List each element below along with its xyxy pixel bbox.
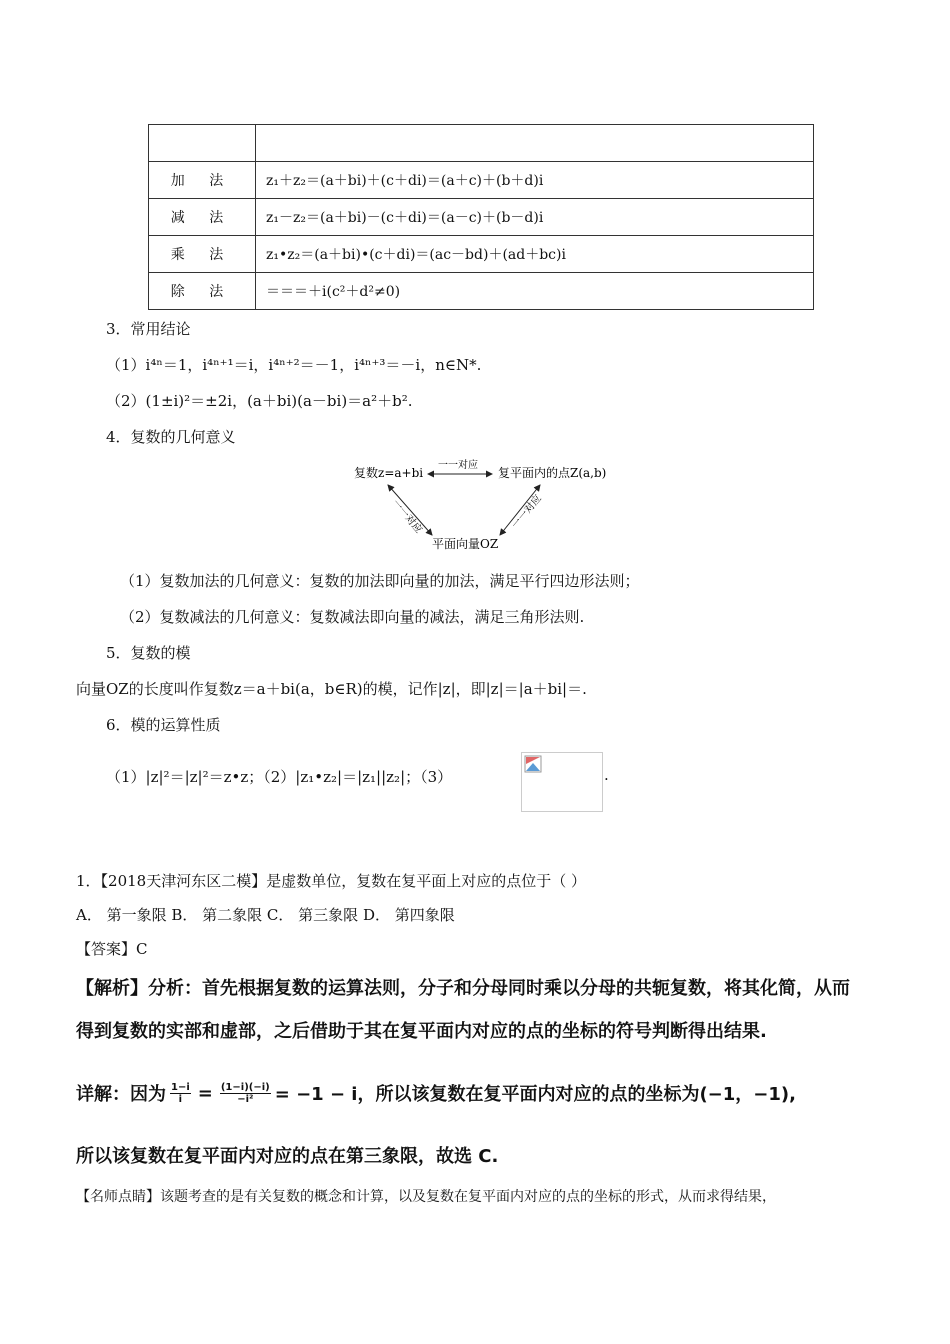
- detail-line-1: 详解：因为 $\frac{1-i}{i}$ = $\frac{(1-i)(-i)}{\text{−i²}}$ = −1 − i，所以该复数在复平面内对应的点的坐标为(−1，−1),: [76, 1081, 796, 1105]
- section-3-title: 3．常用结论: [106, 320, 191, 338]
- fraction-2-denominator: −i²: [237, 1093, 254, 1105]
- section-6-title: 6．模的运算性质: [106, 716, 221, 734]
- diagram-bottom-node: 平面向量OZ: [432, 537, 499, 551]
- diagram-left-node: 复数z=a+bi: [354, 466, 424, 480]
- formula-image-placeholder: [521, 752, 603, 812]
- section-6-tail: .: [604, 766, 609, 784]
- fraction-1-numerator: 1−i: [171, 1081, 190, 1093]
- question-answer: 【答案】C: [76, 940, 148, 958]
- fraction-2-numerator: (1−i)(−i): [220, 1081, 270, 1093]
- diagram-right-node: 复平面内的点Z(a,b): [498, 466, 607, 480]
- detail-prefix: 详解：因为: [76, 1084, 166, 1105]
- fraction-1-denominator: i: [178, 1093, 183, 1105]
- diagram-left-label: 一一对应: [389, 497, 424, 536]
- table-row: [149, 199, 814, 236]
- fraction-1: [170, 1082, 191, 1105]
- broken-image-icon: [524, 755, 542, 773]
- operation-name: 减 法: [149, 199, 256, 236]
- section-3-item-2: （2）(1±i)²＝±2i，(a＋bi)(a－bi)＝a²＋b².: [106, 392, 413, 410]
- operation-name: 除 法: [149, 273, 256, 310]
- section-4-title: 4．复数的几何意义: [106, 428, 236, 446]
- table-row: [149, 273, 814, 310]
- section-4-item-2: （2）复数减法的几何意义：复数减法即向量的减法，满足三角形法则.: [120, 608, 585, 626]
- fraction-2: [220, 1082, 271, 1105]
- operation-name: 乘 法: [149, 236, 256, 273]
- section-4-item-1: （1）复数加法的几何意义：复数的加法即向量的加法，满足平行四边形法则；: [120, 572, 640, 590]
- detail-equation: = −1 − i，所以该复数在复平面内对应的点的坐标为(−1，−1),: [274, 1084, 796, 1105]
- section-5-title: 5．复数的模: [106, 644, 191, 662]
- table-header-row: [149, 125, 814, 162]
- analysis-line-2: 得到复数的实部和虚部，之后借助于其在复平面内对应的点的坐标的符号判断得出结果.: [76, 1021, 767, 1042]
- teacher-comment: 【名师点睛】该题考查的是有关复数的概念和计算，以及复数在复平面内对应的点的坐标的形式，从而求得结果，: [76, 1189, 776, 1205]
- operation-name: 加 法: [149, 162, 256, 199]
- operation-formula: ＝＝＝＋i(c²＋d²≠0): [256, 273, 814, 310]
- section-5-text: 向量OZ的长度叫作复数z＝a＋bi(a，b∈R)的模，记作|z|，即|z|＝|a＋bi|＝.: [76, 680, 587, 698]
- analysis-line-1: 【解析】分析：首先根据复数的运算法则，分子和分母同时乘以分母的共轭复数，将其化简，从而: [76, 978, 850, 999]
- diagram-right-label: 一一对应: [509, 493, 545, 531]
- detail-line-2: 所以该复数在复平面内对应的点在第三象限，故选 C.: [76, 1146, 499, 1167]
- table-row: [149, 162, 814, 199]
- operations-table: [148, 124, 814, 310]
- diagram-top-label: 一一对应: [438, 460, 478, 471]
- section-3-item-1: （1）i⁴ⁿ＝1，i⁴ⁿ⁺¹＝i，i⁴ⁿ⁺²＝－1，i⁴ⁿ⁺³＝－i，n∈N*.: [106, 356, 482, 374]
- geometry-diagram: [340, 455, 640, 555]
- operation-formula: z₁•z₂＝(a＋bi)•(c＋di)＝(ac－bd)＋(ad＋bc)i: [256, 236, 814, 273]
- operation-formula: z₁－z₂＝(a＋bi)－(c＋di)＝(a－c)＋(b－d)i: [256, 199, 814, 236]
- section-6-text: （1）|z|²＝|z|²＝z•z；（2）|z₁•z₂|＝|z₁||z₂|；（3）: [106, 768, 453, 786]
- operation-formula: z₁＋z₂＝(a＋bi)＋(c＋di)＝(a＋c)＋(b＋d)i: [256, 162, 814, 199]
- question-options: A． 第一象限 B． 第二象限 C． 第三象限 D． 第四象限: [76, 906, 455, 924]
- table-row: [149, 236, 814, 273]
- question-stem: 1．【2018天津河东区二模】是虚数单位，复数在复平面上对应的点位于（ ）: [76, 872, 586, 890]
